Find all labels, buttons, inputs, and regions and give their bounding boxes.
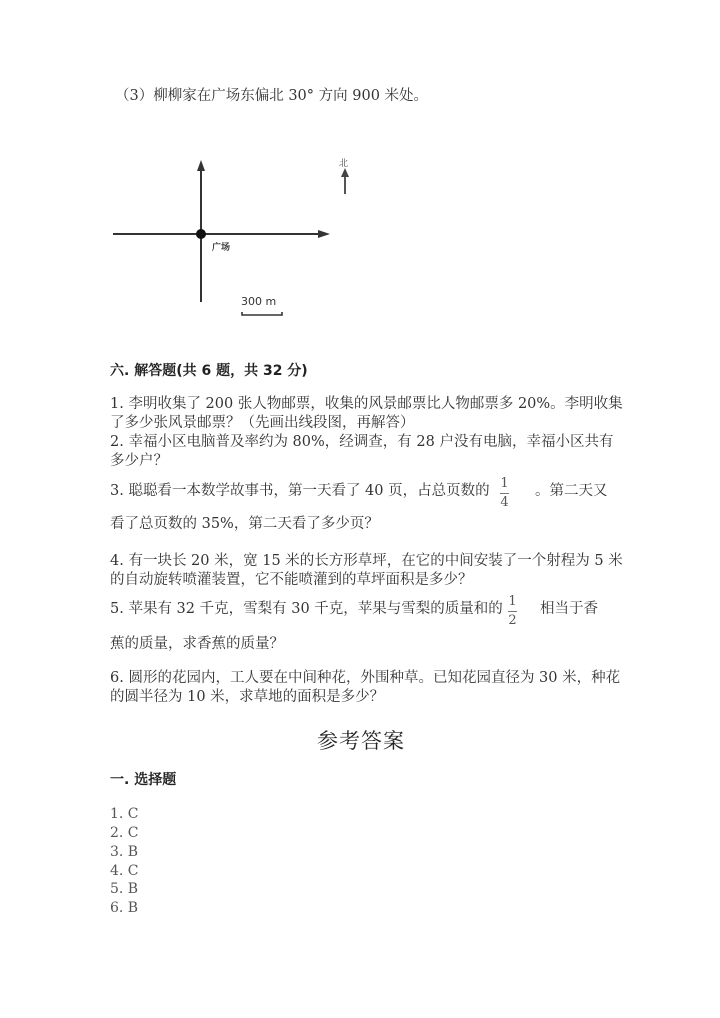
- question-5-line-1-end: 相当于香: [540, 601, 598, 617]
- question-5-line-1: 5. 苹果有 32 千克，雪梨有 30 千克，苹果与雪梨的质量和的: [110, 601, 503, 617]
- north-label: 北: [339, 159, 349, 169]
- answer-item-2: 2. C: [110, 825, 139, 841]
- square-label: 广场: [212, 243, 231, 253]
- answer-item-6: 6. B: [110, 900, 139, 916]
- question-2-line-2: 多少户？: [110, 453, 168, 469]
- answer-item-5: 5. B: [110, 881, 139, 897]
- fraction-denominator: 4: [500, 495, 509, 510]
- intro-item-3: （3）柳柳家在广场东偏北 30° 方向 900 米处。: [115, 88, 429, 104]
- question-6-line-1: 6. 圆形的花园内，工人要在中间种花，外围种草。已知花园直径为 30 米，种花: [110, 670, 621, 686]
- answer-item-1: 1. C: [110, 806, 139, 822]
- question-1-line-1: 1. 李明收集了 200 张人物邮票，收集的风景邮票比人物邮票多 20%。李明收集: [110, 396, 623, 412]
- question-4-line-1: 4. 有一块长 20 米，宽 15 米的长方形草坪，在它的中间安装了一个射程为 5 米: [110, 553, 623, 569]
- question-1-line-2: 了多少张风景邮票？（先画出线段图，再解答）: [110, 415, 415, 431]
- fraction-numerator: 1: [500, 476, 509, 491]
- question-3-line-1-end: 。第二天又: [535, 483, 608, 499]
- answer-item-3: 3. B: [110, 844, 139, 860]
- direction-diagram: [110, 150, 390, 330]
- question-6-line-2: 的圆半径为 10 米，求草地的面积是多少？: [110, 689, 385, 705]
- fraction-bar: [508, 611, 517, 612]
- answer-item-4: 4. C: [110, 863, 139, 879]
- scale-label: 300 m: [241, 295, 277, 308]
- section-6-heading: 六. 解答题(共 6 题，共 32 分): [110, 363, 308, 379]
- north-indicator-arrow-icon: [341, 168, 349, 177]
- question-5-line-2: 蕉的质量，求香蕉的质量？: [110, 636, 284, 652]
- answers-section-1-heading: 一. 选择题: [110, 772, 177, 788]
- square-center-dot: [196, 229, 206, 239]
- east-axis-arrow-icon: [318, 230, 330, 238]
- fraction-numerator: 1: [508, 594, 517, 609]
- question-3-line-1: 3. 聪聪看一本数学故事书，第一天看了 40 页，占总页数的: [110, 483, 490, 499]
- fraction-denominator: 2: [508, 613, 517, 628]
- question-2-line-1: 2. 幸福小区电脑普及率约为 80%，经调查，有 28 户没有电脑，幸福小区共有: [110, 434, 614, 450]
- question-4-line-2: 的自动旋转喷灌装置，它不能喷灌到的草坪面积是多少？: [110, 572, 473, 588]
- scale-bar: [242, 312, 282, 315]
- north-axis-arrow-icon: [197, 160, 205, 171]
- question-5-fraction: [508, 595, 517, 628]
- question-3-line-2: 看了总页数的 35%，第二天看了多少页？: [110, 516, 379, 532]
- fraction-bar: [500, 493, 509, 494]
- answers-title: 参考答案: [317, 729, 405, 753]
- question-3-fraction: [500, 477, 509, 510]
